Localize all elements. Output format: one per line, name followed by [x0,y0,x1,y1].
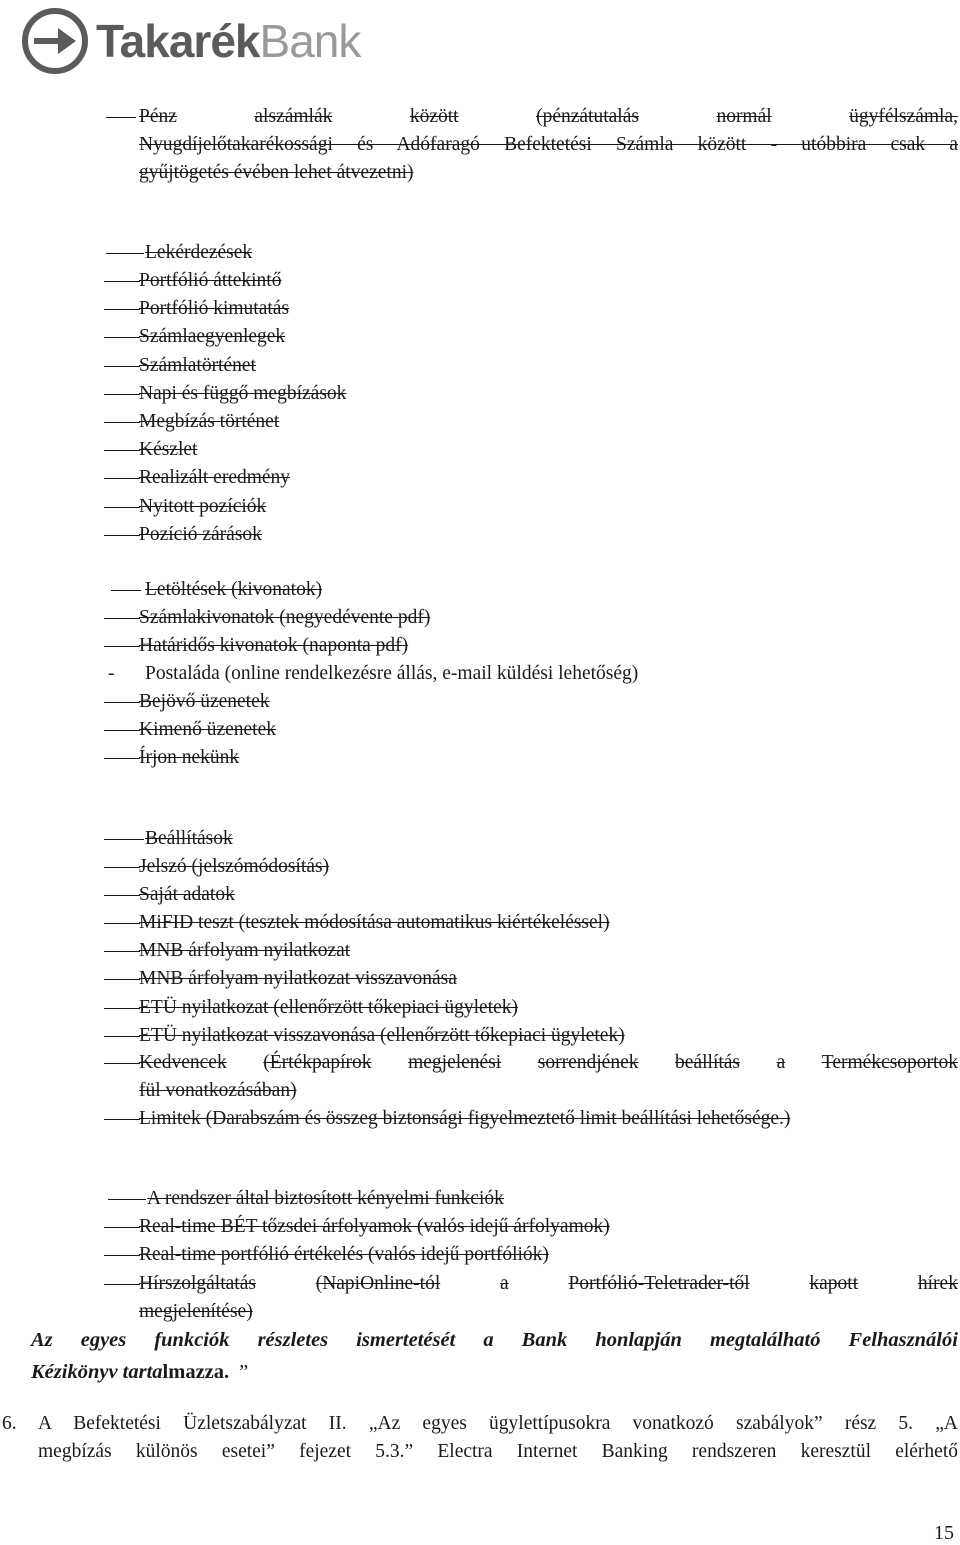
note-line1-word: Felhasználói [848,1329,958,1351]
favorites-dash [104,1063,140,1064]
queries-item: Számlaegyenlegek [139,326,286,348]
note-bold-part: lmazza. [162,1361,230,1383]
queries-item: Portfólió kimutatás [139,298,290,320]
transfer-line1-word: ügyfélszámla, [849,106,958,127]
queries-heading: Lekérdezések [145,242,253,263]
queries-item-dash [104,337,140,338]
queries-item: Készlet [139,439,198,461]
news-dash [104,1284,140,1285]
note-line1 [31,1328,958,1352]
favorites-line1-word: a [776,1052,786,1073]
settings-item-dash [104,1008,140,1009]
note-line1-word: egyes [80,1329,127,1351]
queries-item-dash [104,450,140,451]
note-line1-word: Bank [521,1329,568,1351]
queries-item-dash [104,535,140,536]
queries-item: Nyitott pozíciók [139,495,267,517]
favorites-line1 [139,1051,958,1075]
settings-item-dash [104,867,140,868]
transfer-line1-word: normál [716,106,772,127]
settings-item: ETÜ nyilatkozat visszavonása (ellenőrzött tőkepiaci ügyletek) [139,1024,625,1046]
note-closing-quote: ” [239,1361,249,1383]
comfort-item-dash [104,1255,140,1256]
mailbox-item-dash [104,730,140,731]
logo-wordmark [96,14,360,68]
settings-item: MiFID teszt (tesztek módosítása automatikus kiértékeléssel) [139,912,610,934]
note-line1-word: a [483,1329,494,1351]
note-line1-word: Az [31,1329,53,1351]
queries-item: Realizált eredmény [139,467,291,489]
note-line1-word: funkciók [154,1329,230,1351]
note-line2 [31,1360,248,1384]
logo-text-bank: Bank [259,15,361,67]
transfer-line1-word: (pénzátutalás [536,106,639,127]
transfer-line1-word: Pénz [139,106,177,127]
news-line1-word: Hírszolgáltatás [139,1273,256,1294]
item6-number: 6. [2,1413,17,1434]
settings-item-dash [104,923,140,924]
queries-item-dash [104,366,140,367]
limits-dash [104,1119,140,1120]
queries-item: Számlatörténet [139,354,256,376]
mailbox-item: Írjon nekünk [139,747,240,768]
queries-item-dash [104,309,140,310]
transfer-line1-word: között [409,106,459,127]
queries-item: Megbízás történet [139,411,280,432]
settings-heading: Beállítások [145,828,233,849]
transfer-line1-word: alszámlák [254,106,333,127]
downloads-item-dash [104,646,140,647]
favorites-line1-word: megjelenési [408,1052,502,1073]
logo-text-takarek: Takarék [96,15,260,67]
transfer-line3: gyűjtögetés évében lehet átvezetni) [139,162,414,183]
settings-item: MNB árfolyam nyilatkozat [139,940,351,962]
settings-item-dash [104,1036,140,1037]
queries-item-dash [104,478,140,479]
downloads-item-dash [104,618,140,619]
note-italic-part: Kézikönyv tarta [31,1361,163,1383]
favorites-line1-word: sorrendjének [537,1052,639,1073]
news-line1-word: kapott [809,1273,859,1294]
downloads-item: Határidős kivonatok (naponta pdf) [139,635,409,656]
mailbox-item-dash [104,758,140,759]
news-line1-word: hírek [917,1273,958,1294]
note-line1-word: ismertetését [356,1329,456,1351]
news-line1-word: (NapiOnline-tól [315,1273,441,1294]
settings-item: Saját adatok [139,884,235,906]
downloads-heading-dash [111,590,141,591]
settings-item: Jelszó (jelszómódosítás) [139,856,330,877]
mailbox-dash: - [108,663,115,684]
favorites-line2: fül vonatkozásában) [139,1080,297,1101]
queries-item-dash [104,422,140,423]
transfer-dash [106,117,136,118]
queries-heading-dash [106,253,144,254]
favorites-line1-word: Termékcsoportok [821,1052,958,1073]
queries-item: Portfólió áttekintő [139,270,282,291]
settings-item: MNB árfolyam nyilatkozat visszavonása [139,968,457,990]
page-number: 15 [934,1522,954,1544]
mailbox-heading: Postaláda (online rendelkezésre állás, e-mail küldési lehetőség) [145,663,639,684]
note-line1-word: honlapján [595,1329,682,1351]
settings-item-dash [104,895,140,896]
queries-item-dash [104,281,140,282]
note-line1-word: részletes [257,1329,329,1351]
logo-arrow-icon [22,8,88,74]
queries-item: Pozíció zárások [139,523,262,545]
settings-item-dash [104,951,140,952]
comfort-item: Real-time portfólió értékelés (valós idejű portfóliók) [139,1244,549,1265]
mailbox-item: Kimenő üzenetek [139,719,276,740]
favorites-line1-word: (Értékpapírok [263,1052,372,1073]
takarekbank-logo [22,8,360,74]
news-line2: megjelenítése) [139,1301,253,1322]
note-line1-word: megtalálható [709,1329,821,1351]
news-line1-word: Portfólió-Teletrader-től [568,1273,750,1294]
favorites-line1-word: Kedvencek [139,1052,227,1073]
item6-line1: A Befektetési Üzletszabályzat II. „Az egyes ügylettípusokra vonatkozó szabályok” rész 5. „A [38,1413,958,1434]
queries-item-dash [104,507,140,508]
settings-heading-dash [104,839,144,840]
limits-item: Limitek (Darabszám és összeg biztonsági figyelmeztető limit beállítási lehetősége.) [139,1108,791,1129]
comfort-heading-dash [108,1199,146,1200]
item6-line2: megbízás különös esetei” fejezet 5.3.” Electra Internet Banking rendszeren keresztül elérhető [38,1441,958,1462]
mailbox-item: Bejövő üzenetek [139,691,270,712]
comfort-item: Real-time BÉT tőzsdei árfolyamok (valós idejű árfolyamok) [139,1216,610,1237]
queries-item: Napi és függő megbízások [139,382,347,404]
transfer-line1 [139,105,958,129]
downloads-item: Számlakivonatok (negyedévente pdf) [139,607,431,628]
comfort-item-dash [104,1227,140,1228]
mailbox-item-dash [104,702,140,703]
downloads-heading: Letöltések (kivonatok) [145,579,323,600]
queries-item-dash [104,394,140,395]
transfer-line2: Nyugdíjelőtakarékossági és Adófaragó Befektetési Számla között - utóbbira csak a [139,134,958,155]
settings-item-dash [104,979,140,980]
comfort-heading: A rendszer által biztosított kényelmi funkciók [147,1188,504,1209]
news-line1 [139,1272,958,1296]
news-line1-word: a [500,1273,509,1294]
settings-item: ETÜ nyilatkozat (ellenőrzött tőkepiaci ügyletek) [139,996,519,1018]
favorites-line1-word: beállítás [675,1052,741,1073]
